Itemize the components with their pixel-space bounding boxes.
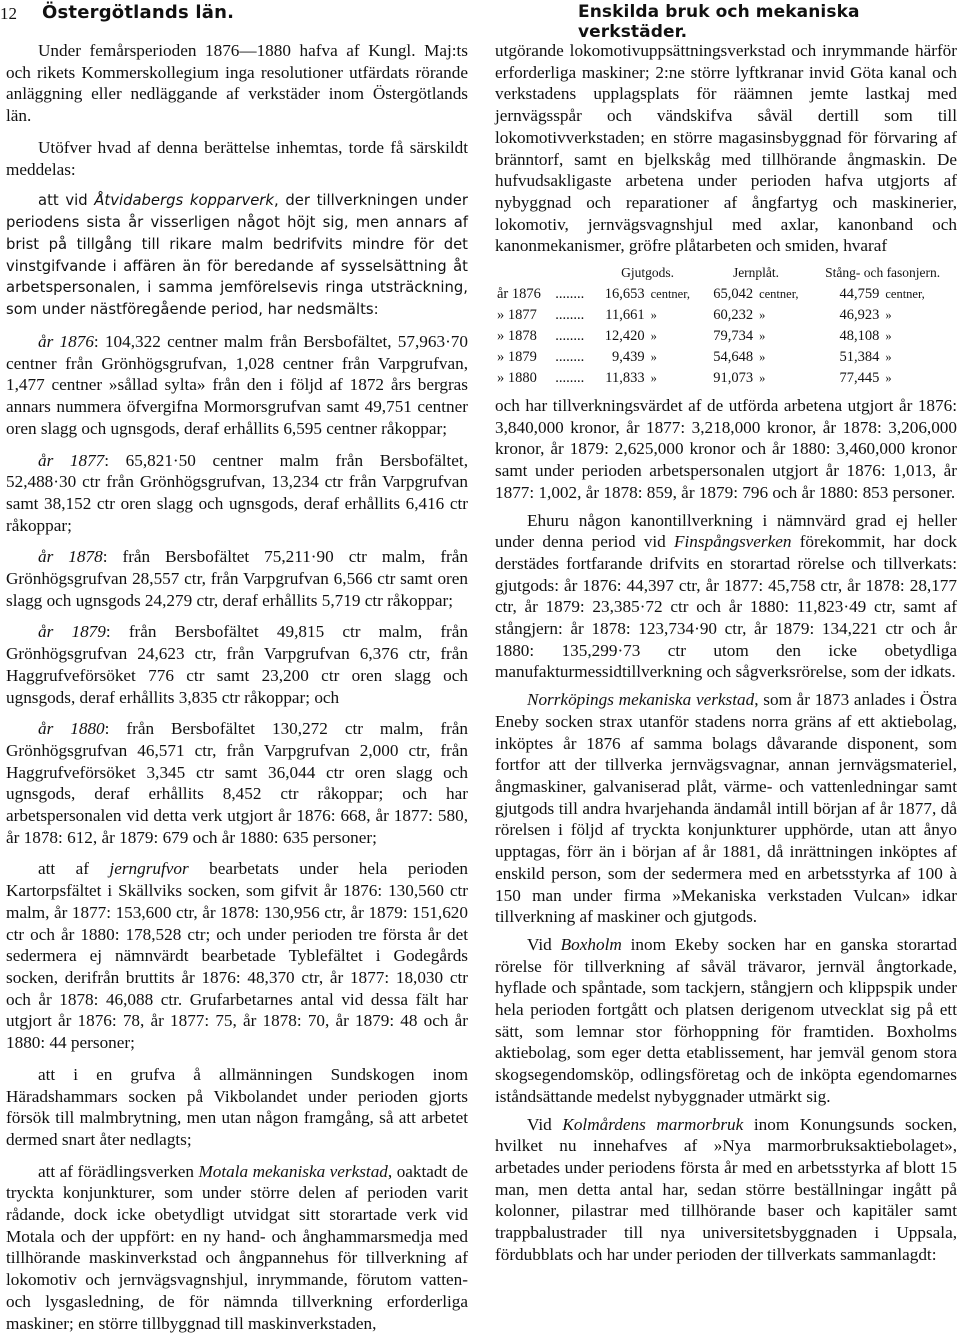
paragraph: Ehuru någon kanontillverkning i nämnvärd grad ej heller under denna period vid Finspångsverken förekommit, har dock derstädes fortfarande drifvits en storartad rörelse och tillverkats: gjutgods: år 1876: 44,397 ctr, år 1877: 45,758 ctr, år 1878: 28,177 ctr, år 1879: 23,385·72 ctr och år 1880: 11,823·49 ctr, samt af stångjern: år 1878: 123,734·90 ctr, år 1879: 134,221 ctr och år 1880: 135,299·73 ctr utom den icke obetydliga manufakturmessidtillverkning och sågverksrörelse, som der idkats. xyxy=(495,510,957,682)
paragraph: år 1877: 65,821·50 centner malm från Bersbofältet, 52,488·30 ctr från Grönhögsgrufvan, 13,234 ctr från Varpgrufvan samt 38,152 ctr oren slagg och ugnsgods, deraf erhållits 6,416 ctr råkoppar; xyxy=(6,450,468,535)
table-cell: » xyxy=(650,329,657,344)
table-header-row xyxy=(495,265,955,284)
table-cell: » 1878 xyxy=(497,328,537,345)
table-cell: 51,384 xyxy=(839,349,880,366)
table-cell: ........ xyxy=(555,307,585,324)
table-cell: 54,648 xyxy=(713,349,754,366)
table-cell: 91,073 xyxy=(713,370,754,387)
paragraph: och har tillverkningsvärdet af de utförda arbetena utgjort år 1876: 3,840,000 kronor, år 1877: 3,218,000 kronor, år 1878: 3,206,000 kronor, år 1879: 2,625,000 kronor och år 1880: 3,460,000 kronor samt under perioden arbetspersonalen utgjort år 1876: 1,013, år 1877: 1,002, år 1878: 859, år 1879: 796 och år 1880: 853 personer. xyxy=(495,396,957,502)
right-column xyxy=(495,40,957,1265)
table-row xyxy=(495,326,955,347)
year-label: år 1877 xyxy=(38,450,105,470)
paragraph: att af jerngrufvor bearbetats under hela perioden Kartorpsfältet i Skällviks socken, som gifvit år 1876: 130,560 ctr malm, år 1877: 153,600 ctr, år 1878: 130,956 ctr, år 1879: 151,620 ctr och år 1880: 178,528 ctr; och under perioden tre första år det sedermera ej nämnvärdt bearbetade Tyblefältet i Godegårds socken, derifrån bruttits år 1876: 48,370 ctr, år 1877: 18,030 ctr och år 1878: 46,088 ctr. Grufarbetarnes antal vid dessa fält har utgjort år 1876: 78, år 1877: 75, år 1878: 70, år 1879: 48 och år 1880: 44 personer; xyxy=(6,859,468,1053)
table-header-cell: Stång- och fasonjern. xyxy=(825,265,941,281)
table-header-cell: Gjutgods. xyxy=(621,265,674,281)
table-cell: » xyxy=(885,308,892,323)
table-cell: » xyxy=(650,371,657,386)
table-cell: » 1880 xyxy=(497,370,537,387)
paragraph: Under femårsperioden 1876—1880 hafva af Kungl. Maj:ts och rikets Kommerskollegium inga resolutioner utfärdats rörande anläggning eller nedläggande af verkstäder inom Östergötlands län. xyxy=(6,41,468,126)
paragraph: att af förädlingsverken Motala mekaniska verkstad, oaktadt de tryckta konjunkturer, som under större delen af perioden varit rådande, dock icke obetydligt utvidgat sitt storartade verk vid Motala och der uppfört: en ny hand- och ånghammarsmedja med tillhörande maskinverkstad och ångpannehus för tillverkning af lokomotiv och jernvägsvagnshjul, inrymmande, förutom vatten- och lysgasledning, de för nämnda tillverkning erforderliga maskiner; en större tillbyggnad till maskinverkstaden, xyxy=(6,1161,469,1333)
table-row xyxy=(495,305,955,326)
table-cell: » xyxy=(885,329,892,344)
left-column xyxy=(6,40,468,1334)
table-cell: centner, xyxy=(885,287,925,302)
works-name: Kolmårdens marmorbruk xyxy=(562,1114,744,1134)
paragraph: år 1879: från Bersbofältet 49,815 ctr malm, från Grönhögsgrufvan 24,623 ctr, från Varpgrufvan 6,376 ctr, från Haggrufveförsöket 776 ctr samt 23,200 ctr oren slagg och ugnsgods, deraf erhållits 3,835 ctr råkoppar; och xyxy=(6,622,468,707)
table-cell: 12,420 xyxy=(604,328,645,345)
table-cell: » xyxy=(759,350,766,365)
paragraph: Utöfver hvad af denna berättelse inhemtas, torde få särskildt meddelas: xyxy=(6,137,468,179)
paragraph: Vid Kolmårdens marmorbruk inom Konungsunds socken, hvilket nu innehafves af »Nya marmorbruksaktiebolaget», arbetades under periodens första år med en arbetsstyrka af blott 15 man, men detta antal har, sedan större beställningar ingått på kolonner, pilastrar med tillhörande baser och kapitäler samt trappbalustrader till nya universitetsbyggnaden i Uppsala, fördubblats och har under perioden der tillverkats sammanlagdt: xyxy=(495,1114,957,1264)
table-cell: 60,232 xyxy=(713,307,754,324)
table-cell: 16,653 xyxy=(604,286,645,303)
right-running-title: Enskilda bruk och mekaniska verkstäder. xyxy=(578,2,860,42)
year-label: år 1878 xyxy=(38,547,103,567)
table-cell: » xyxy=(650,350,657,365)
table-cell: centner, xyxy=(650,287,690,302)
year-label: år 1876 xyxy=(38,332,94,351)
table-cell: » 1877 xyxy=(497,307,537,324)
works-name: Boxholm xyxy=(560,934,622,954)
table-cell: 79,734 xyxy=(713,328,754,345)
paragraph: år 1876: 104,322 centner malm från Bersbofältet, 57,963·70 centner från Grönhögsgrufvan, 1,028 centner från Varpgrufvan, 1,477 centner »sållad sylta» från den i följd af 1872 års bergras annars nummera öfvergifna Mormorsgrufvan samt 49,751 centner oren slagg och ugnsgods, deraf erhållits 6,595 centner råkoppar; xyxy=(6,332,468,438)
table-cell: 9,439 xyxy=(611,349,645,366)
table-header-cell xyxy=(495,265,593,284)
production-table xyxy=(495,265,955,389)
table-cell: 65,042 xyxy=(713,286,754,303)
running-header xyxy=(0,2,960,42)
table-cell: ........ xyxy=(555,370,585,387)
table-cell: 44,759 xyxy=(839,286,880,303)
table-cell: ........ xyxy=(555,286,585,303)
page-number: 12 xyxy=(0,4,17,23)
year-label: år 1880 xyxy=(38,719,105,739)
table-cell: » xyxy=(885,371,892,386)
paragraph: att vid Åtvidabergs kopparverk, der tillverkningen under periodens sista år visserligen något höjt sig, men annars af brist på tillgång till rikare malm bedrifvits mindre för det vinstgifvande i affären än för beredande af sysselsättning åt arbetspersonalen, i samma jemförelsevis ringa utsträckning, som under nästföregående period, har nedsmälts: xyxy=(6,192,468,319)
table-cell: » xyxy=(885,350,892,365)
table-cell: » xyxy=(650,308,657,323)
table-cell: år 1876 xyxy=(497,286,541,303)
left-running-title: Östergötlands län. xyxy=(42,2,235,23)
table-cell: centner, xyxy=(759,287,799,302)
table-header-cell: Jernplåt. xyxy=(732,265,780,281)
paragraph: utgörande lokomotivuppsättningsverkstad och inrymmande härför erforderliga maskiner; 2:ne större lyftkranar invid Göta kanal och verkstadens upplagsplats för räämnen jemte lastkaj med jernvägsspår och vändskifva såväl dertill som till lokomotivverkstaden; en större magasinsbyggnad för förvaring af bränntorf, samt en bjelkskåg med tillhörande ångmaskin. De hufvudsakligaste arbetena under perioden hafva utgjorts af nybyggnad och reparationer af ångfartyg och maskinerier, lokomotiv, jernvägsvagnshjul med axlar, kanonband och kanonmekanismer, gröfre plåtarbeten och smiden, hvaraf xyxy=(495,41,957,256)
table-cell: 11,833 xyxy=(605,370,645,387)
table-cell: » 1879 xyxy=(497,349,537,366)
table-cell: 11,661 xyxy=(605,307,645,324)
table-cell: 46,923 xyxy=(839,307,880,324)
paragraph: Vid Boxholm inom Ekeby socken har en ganska storartad rörelse för tillverkning af såväl trävaror, jernväl ångtorkade, hyflade och spåntade, som tackjern, stångjern och klippspik under hela perioden fortgått och platsen derigenom utvecklat sig på ett sätt, som lemnar stor förhoppning för framtiden. Boxholms aktiebolag, som eger detta etablissement, har jemväl genom stora skogsegendomsköp, odlingsföretag och de inköpta egendomarnes iståndsättande medelst nybyggnader utmärkt sig. xyxy=(495,934,958,1106)
works-name: Motala mekaniska verkstad xyxy=(198,1161,388,1181)
table-cell: » xyxy=(759,329,766,344)
table-row xyxy=(495,284,955,305)
works-name: jerngrufvor xyxy=(109,859,189,879)
table-cell: » xyxy=(759,308,766,323)
table-cell: ........ xyxy=(555,328,585,345)
paragraph: år 1880: från Bersbofältet 130,272 ctr malm, från Grönhögsgrufvan 46,571 ctr, från Varpgrufvan 2,000 ctr, från Haggrufveförsöket 3,345 ctr samt 36,044 ctr oren slagg och ugnsgods, deraf erhållits 8,452 ctr råkoppar; och har arbetspersonalen vid detta verk utgjort år 1876: 668, år 1877: 580, år 1878: 612, år 1879: 679 och år 1880: 635 personer; xyxy=(6,719,468,847)
paragraph: Norrköpings mekaniska verkstad, som år 1873 anlades i Östra Eneby socken strax utanför stadens norra gräns af ett aktiebolag, inköptes år 1876 af samma bolags dåvarande disponent, som fortfor att der tillverka jernvägsvagnar, annan jernvägsmateriel, ångmaskiner, galvaniserad plåt, värme- och vattenledningar samt gjutgods till andra hvarjehanda ändamål intill början af år 1877, då rörelsen i följd af tryckta konjunkturer upphörde, utan att ånyo upptagas, förr än i början af år 1881, då inrättningen inköptes af enskild person, som der sedermera med en arbetsstyrka af 100 à 150 man under firma »Mekaniska verkstaden Vulcan» idkar tillverkning af maskiner och gjutgods. xyxy=(495,690,957,927)
table-cell: ........ xyxy=(555,349,585,366)
paragraph: att i en grufva å allmänningen Sundskogen inom Häradshammars socken på Vikbolandet under perioden gjorts försök till malmbrytning, men utan någon framgång, så att arbetet dermed snart åter nedlagts; xyxy=(6,1064,468,1149)
table-cell: 48,108 xyxy=(839,328,880,345)
paragraph: år 1878: från Bersbofältet 75,211·90 ctr malm, från Grönhögsgrufvan 28,557 ctr, från Varpgrufvan 6,566 ctr samt oren slagg och ugnsgods 24,279 ctr, deraf erhållits 5,719 ctr råkoppar; xyxy=(6,547,468,610)
works-name: Åtvidabergs kopparverk xyxy=(94,192,274,210)
table-cell: » xyxy=(759,371,766,386)
table-row xyxy=(495,347,955,368)
year-label: år 1879 xyxy=(38,622,106,642)
works-name: Norrköpings mekaniska verkstad xyxy=(527,690,755,710)
table-row xyxy=(495,368,955,389)
table-cell: 77,445 xyxy=(839,370,880,387)
works-name: Finspångsverken xyxy=(674,532,792,552)
